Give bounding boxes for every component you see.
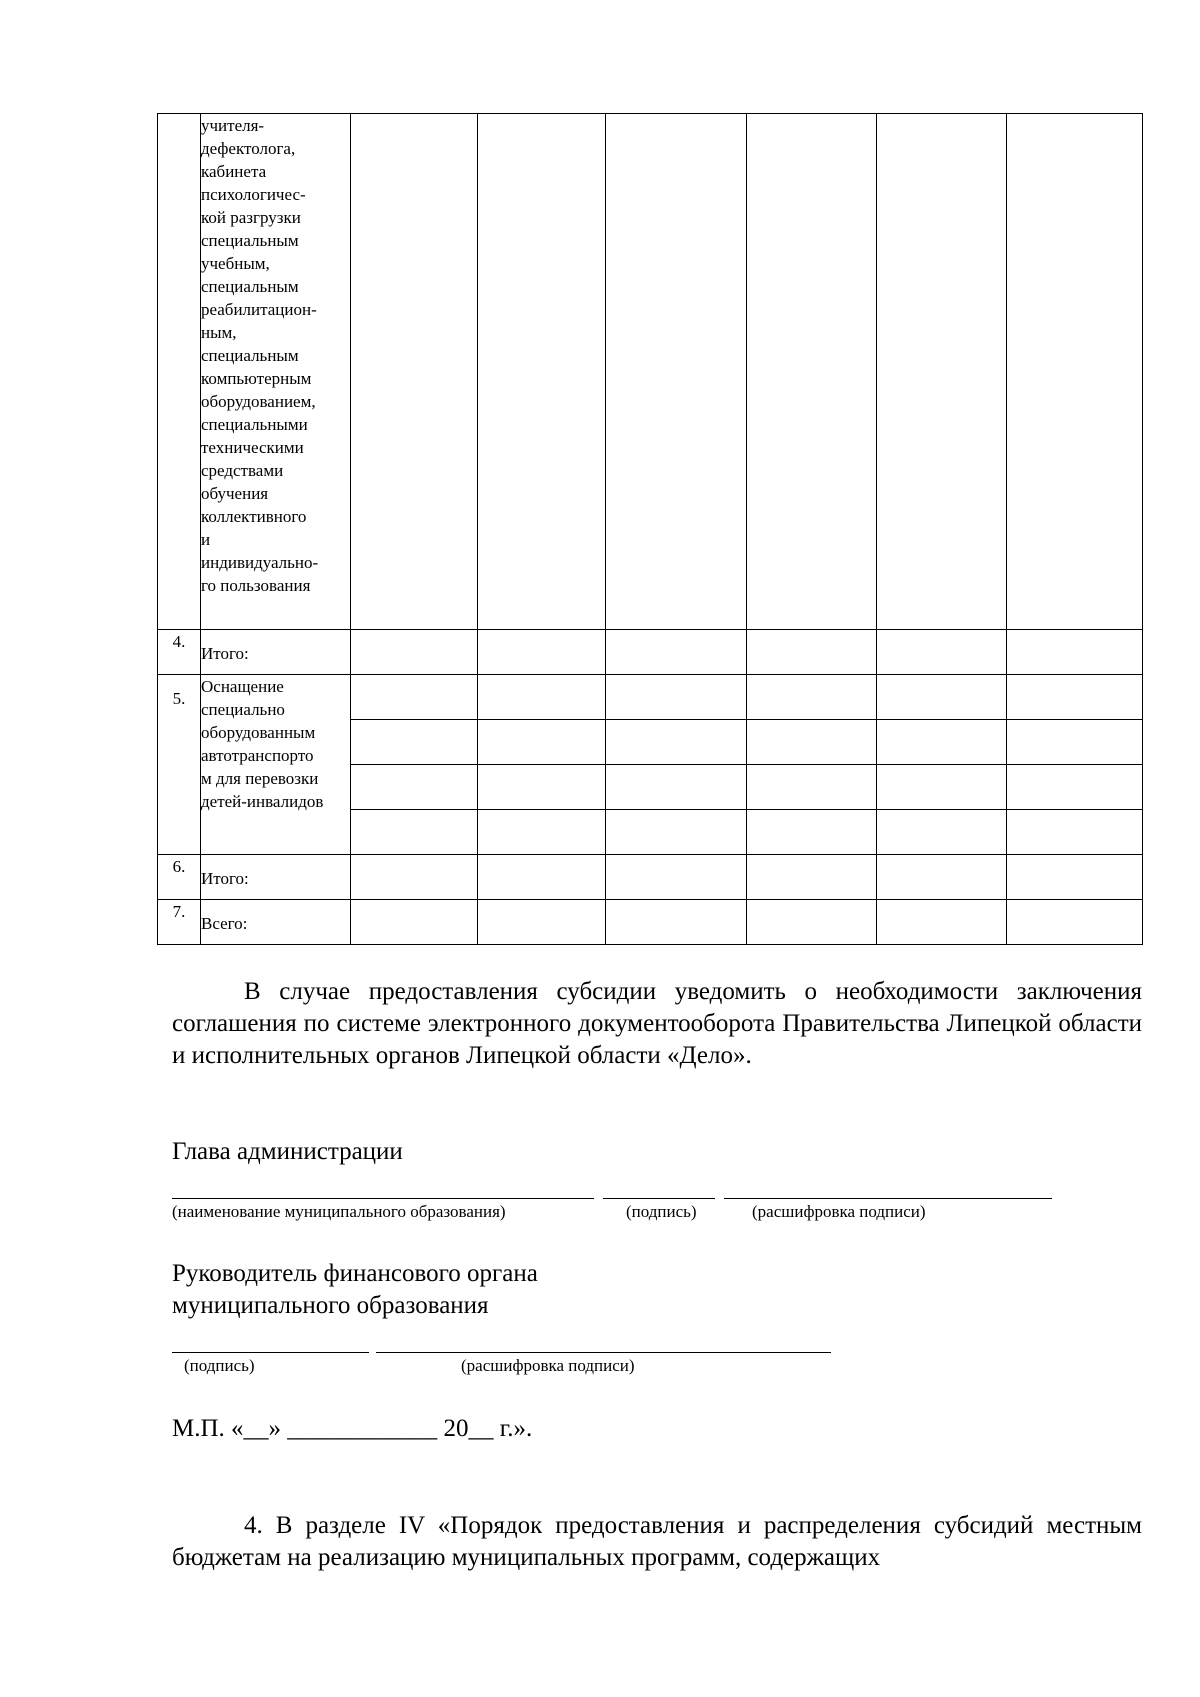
table-cell — [877, 675, 1007, 720]
table-cell — [478, 855, 606, 900]
table-row — [158, 630, 1143, 675]
finance-head-title-line2: муниципального образования — [172, 1292, 489, 1319]
table-cell — [351, 720, 478, 765]
row-label: Итого: — [201, 855, 351, 900]
row-label: Всего: — [201, 900, 351, 945]
table-cell — [747, 114, 877, 630]
finance-signature-line — [172, 1352, 369, 1353]
table-cell — [478, 675, 606, 720]
org-name-line — [172, 1198, 594, 1199]
table-cell — [351, 675, 478, 720]
table-cell — [1007, 900, 1143, 945]
table-cell — [747, 630, 877, 675]
table-cell — [877, 114, 1007, 630]
table-cell — [747, 855, 877, 900]
table-cell — [606, 720, 747, 765]
table-cell — [877, 900, 1007, 945]
table-cell — [351, 855, 478, 900]
row-number: 4. — [158, 630, 201, 675]
row-number: 6. — [158, 855, 201, 900]
signature-decode-caption: (расшифровка подписи) — [752, 1202, 926, 1221]
signature-decode-line — [724, 1198, 1052, 1199]
table-cell — [1007, 630, 1143, 675]
row-number: 5. — [158, 675, 201, 855]
table-cell — [1007, 675, 1143, 720]
table-cell — [1007, 114, 1143, 630]
table-cell — [1007, 765, 1143, 810]
table-row — [158, 675, 1143, 720]
table-row — [158, 900, 1143, 945]
table-cell — [877, 810, 1007, 855]
org-name-caption: (наименование муниципального образования) — [172, 1202, 506, 1221]
finance-signature-decode-caption: (расшифровка подписи) — [461, 1356, 635, 1375]
table-cell — [606, 855, 747, 900]
table-cell — [877, 855, 1007, 900]
subsidy-table — [157, 113, 1143, 945]
table-row — [158, 114, 1143, 630]
finance-head-title-line1: Руководитель финансового органа — [172, 1260, 538, 1287]
table-cell — [158, 114, 201, 630]
table-cell — [478, 765, 606, 810]
table-row — [158, 855, 1143, 900]
head-of-administration-title: Глава администрации — [172, 1138, 403, 1165]
finance-signature-caption: (подпись) — [184, 1356, 255, 1375]
table-cell — [478, 900, 606, 945]
section-iv-paragraph: 4. В разделе IV «Порядок предоставления и распределения субсидий местным бюджетам на реализацию муниципальных программ, содержащих — [172, 1512, 1142, 1571]
table-cell-item-continuation — [201, 114, 351, 630]
table-cell — [1007, 855, 1143, 900]
table-cell — [747, 900, 877, 945]
table-cell — [877, 630, 1007, 675]
table-cell — [606, 900, 747, 945]
table-cell — [478, 630, 606, 675]
table-cell — [351, 900, 478, 945]
table-cell — [747, 765, 877, 810]
table-cell — [606, 810, 747, 855]
row-label — [201, 675, 351, 855]
table-cell — [747, 720, 877, 765]
signature-caption: (подпись) — [626, 1202, 697, 1221]
table-cell — [351, 765, 478, 810]
notice-paragraph: В случае предоставления субсидии уведомить о необходимости заключения соглашения по системе электронного документооборота Правительства Липецкой области и исполнительных органов Липецкой области «Дело». — [172, 978, 1142, 1069]
finance-signature-decode-line — [376, 1352, 831, 1353]
signature-line — [603, 1198, 715, 1199]
table-cell — [747, 675, 877, 720]
table-cell — [877, 720, 1007, 765]
table-cell — [747, 810, 877, 855]
table-cell — [606, 675, 747, 720]
stamp-date-line: М.П. «__» ____________ 20__ г.». — [172, 1415, 533, 1442]
table-cell — [478, 114, 606, 630]
table-cell — [351, 114, 478, 630]
row-label-text: Оснащение специально оборудованным автотранспорто м для перевозки детей-инвалидов — [201, 677, 324, 811]
table-cell — [1007, 720, 1143, 765]
row-label: Итого: — [201, 630, 351, 675]
table-cell — [351, 630, 478, 675]
table-cell — [1007, 810, 1143, 855]
table-cell — [606, 765, 747, 810]
table-cell — [351, 810, 478, 855]
table-cell — [478, 720, 606, 765]
table-cell — [478, 810, 606, 855]
row-number: 7. — [158, 900, 201, 945]
table-cell — [606, 114, 747, 630]
item-continuation-text: учителя- дефектолога, кабинета психологичес- кой разгрузки специальным учебным, специальным реабилитацион- ным, специальным компьютерным оборудованием, специальными техническими средствами обучения коллективного и индивидуально- го пользования — [201, 116, 319, 595]
table-cell — [606, 630, 747, 675]
table-cell — [877, 765, 1007, 810]
